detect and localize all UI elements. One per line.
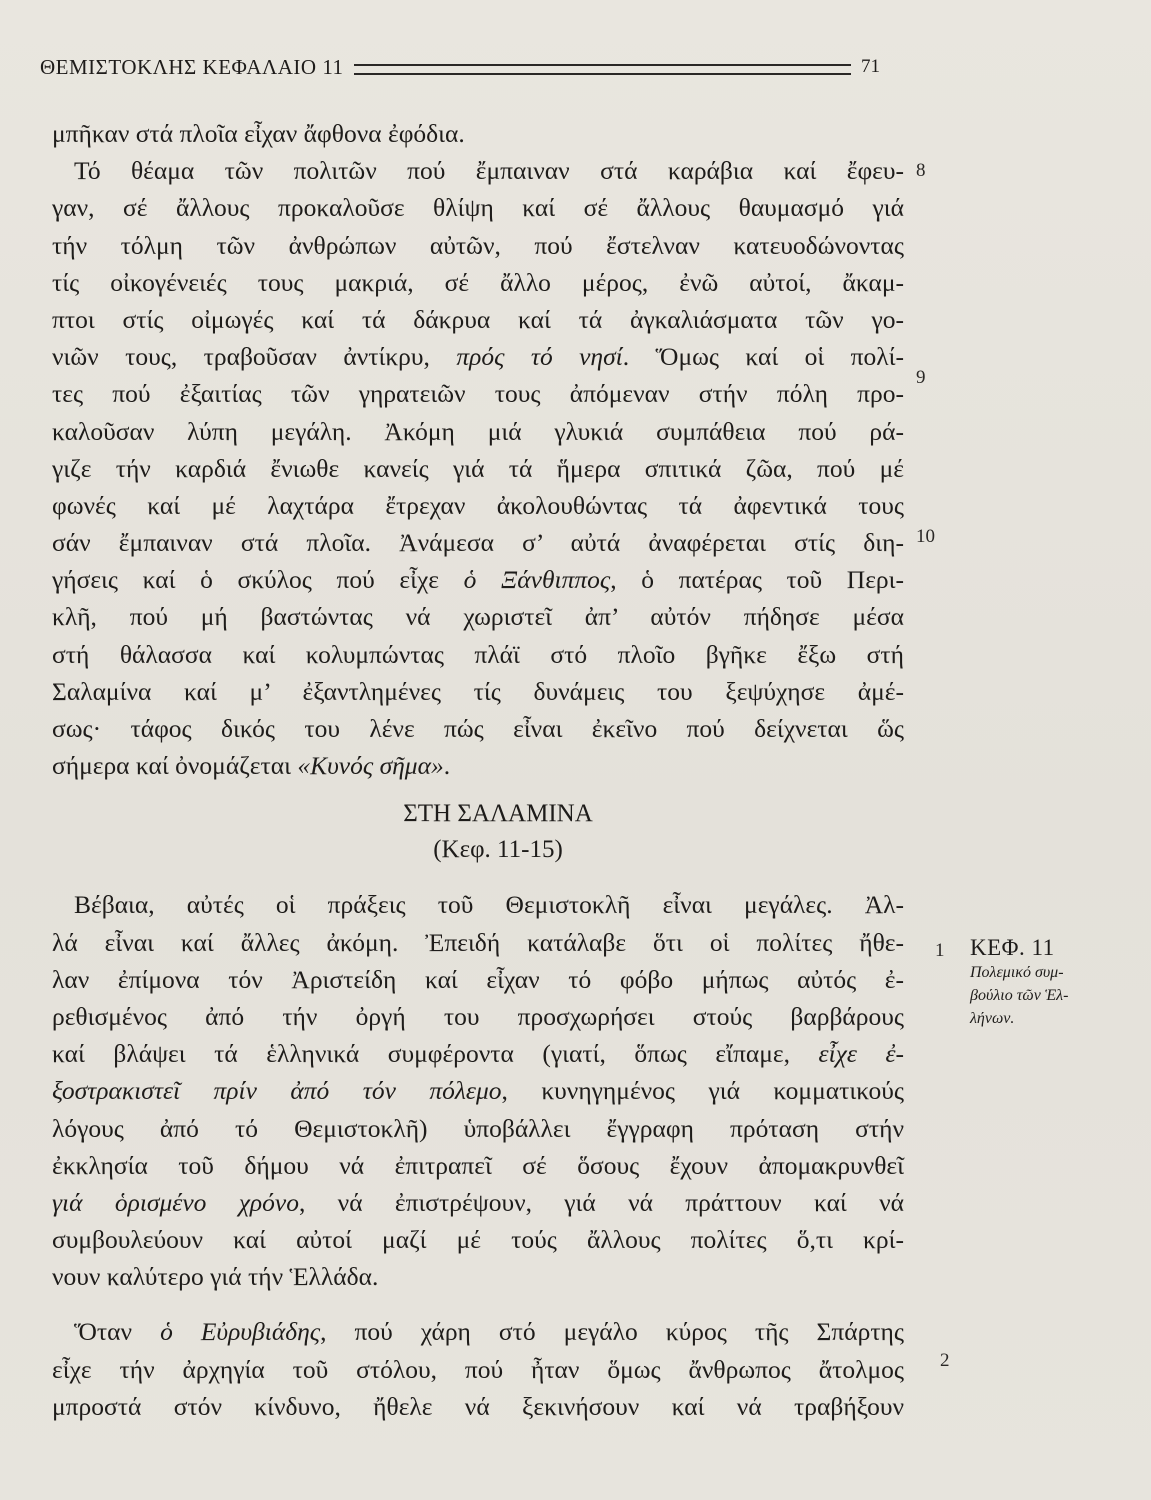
text-run: . Ὅμως καί οἱ πολί- xyxy=(622,342,904,372)
text-run: , πού χάρη στό μεγάλο κύρος τῆς Σπάρτης xyxy=(320,1317,904,1347)
spacer xyxy=(52,1295,904,1313)
text-run: γήσεις καί ὁ σκύλος πού εἶχε xyxy=(52,565,464,595)
text-line xyxy=(52,1072,904,1109)
text-line: τες πού ἐξαιτίας τῶν γηρατειῶν τους ἀπόμεναν στήν πόλη προ- xyxy=(52,379,904,409)
italic-run: πρός τό νησί xyxy=(456,342,623,372)
text-line: Βέβαια, αὐτές οἱ πράξεις τοῦ Θεμιστοκλῆ εἶναι μεγάλες. Ἀλ- xyxy=(74,890,904,920)
section-heading: ΣΤΗ ΣΑΛΑΜΙΝΑ xyxy=(403,800,593,828)
margin-section-number: 8 xyxy=(916,160,926,181)
italic-run: ὁ Ξάνθιππος xyxy=(463,565,611,595)
text-line: τίς οἰκογένειές τους μακριά, σέ ἄλλο μέρος, ἐνῶ αὐτοί, ἄκαμ- xyxy=(52,267,904,297)
text-run: . xyxy=(443,751,451,781)
text-line: καλοῦσαν λύπη μεγάλη. Ἀκόμη μιά γλυκιά συμπάθεια πού ρά- xyxy=(52,416,904,446)
spacer xyxy=(52,784,904,796)
text-line: νουν καλύτερο γιά τήν Ἑλλάδα. xyxy=(52,1262,379,1292)
text-line xyxy=(52,1035,904,1072)
text-line xyxy=(52,747,904,784)
italic-run: ξοστρακιστεῖ πρίν ἀπό τόν πόλεμο xyxy=(52,1076,502,1106)
running-title: ΘΕΜΙΣΤΟΚΛΗΣ ΚΕΦΑΛΑΙΟ 11 xyxy=(40,54,344,79)
margin-section-number: 2 xyxy=(940,1350,950,1371)
text-line: συμβουλεύουν καί αὐτοί μαζί μέ τούς ἄλλους πολίτες ὅ,τι κρί- xyxy=(52,1225,904,1255)
body-text xyxy=(52,115,904,1425)
text-line: λαν ἐπίμονα τόν Ἀριστείδη καί εἶχαν τό φόβο μήπως αὐτός ἐ- xyxy=(52,964,904,994)
running-header xyxy=(40,50,880,84)
section-subheading: (Κεφ. 11-15) xyxy=(433,836,563,864)
text-line: στή θάλασσα καί κολυμπώντας πλάϊ στό πλοῖο βγῆκε ἔξω στή xyxy=(52,639,904,669)
text-line: Τό θέαμα τῶν πολιτῶν πού ἔμπαιναν στά καράβια καί ἔφευ- xyxy=(74,156,904,186)
text-run: , ὁ πατέρας τοῦ Περι- xyxy=(610,565,905,595)
italic-run: εἶχε ἐ- xyxy=(818,1039,904,1069)
text-line: φωνές καί μέ λαχτάρα ἔτρεχαν ἀκολουθώντας τά ἀφεντικά τους xyxy=(52,490,904,520)
margin-note-text: βούλιο τῶν Ἑλ- xyxy=(970,987,1069,1004)
text-line: ἐκκλησία τοῦ δήμου νά ἐπιτραπεῖ σέ ὅσους ἔχουν ἀπομακρυνθεῖ xyxy=(52,1150,904,1180)
italic-run: «Κυνός σῆμα» xyxy=(297,751,444,781)
text-run: , νά ἐπιστρέψουν, γιά νά πράττουν καί νά xyxy=(298,1187,904,1217)
text-line: γαν, σέ ἄλλους προκαλοῦσε θλίψη καί σέ ἄλλους θαυμασμό γιά xyxy=(52,193,904,223)
text-line: λόγους ἀπό τό Θεμιστοκλῆ) ὑποβάλλει ἔγγραφη πρόταση στήν xyxy=(52,1113,904,1143)
text-line: εἶχε τήν ἀρχηγία τοῦ στόλου, πού ἦταν ὅμως ἄνθρωπος ἄτολμος xyxy=(52,1354,904,1384)
text-line: γιζε τήν καρδιά ἔνιωθε κανείς γιά τά ἥμερα σπιτικά ζῶα, πού μέ xyxy=(52,453,904,483)
margin-note-heading: ΚΕΦ. 11 xyxy=(970,935,1055,960)
text-line: μπῆκαν στά πλοῖα εἶχαν ἄφθονα ἐφόδια. xyxy=(52,119,465,148)
text-line: ρεθισμένος ἀπό τήν ὀργή του προσχωρήσει στούς βαρβάρους xyxy=(52,1001,904,1031)
text-line: σως· τάφος δικός του λένε πώς εἶναι ἐκεῖνο πού δείχνεται ὥς xyxy=(52,714,904,743)
text-line: σάν ἔμπαιναν στά πλοῖα. Ἀνάμεσα σ’ αὐτά ἀναφέρεται στίς διη- xyxy=(52,528,904,558)
text-line: πτοι στίς οἰμωγές καί τά δάκρυα καί τά ἀγκαλιάσματα τῶν γο- xyxy=(52,304,904,334)
spacer xyxy=(52,868,904,886)
italic-run: ὁ Εὐρυβιάδης xyxy=(160,1317,321,1347)
text-line: Σαλαμίνα καί μ’ ἐξαντλημένες τίς δυνάμεις του ξεψύχησε ἀμέ- xyxy=(52,676,904,706)
text-line xyxy=(52,561,904,598)
margin-section-number: 1 xyxy=(935,940,945,961)
margin-note xyxy=(970,935,1120,1030)
margin-note-text: λήνων. xyxy=(970,1010,1015,1027)
text-line xyxy=(52,338,904,375)
margin-note-text: Πολεμικό συμ- xyxy=(970,964,1064,981)
text-run: νιῶν τους, τραβοῦσαν ἀντίκρυ, xyxy=(52,342,457,372)
header-double-rule xyxy=(354,64,851,75)
text-line: κλῆ, πού μή βαστώντας νά χωριστεῖ ἀπ’ αὐτόν πήδησε μέσα xyxy=(52,602,904,632)
page-number: 71 xyxy=(861,56,880,77)
text-run: καί βλάψει τά ἑλληνικά συμφέροντα (γιατί, ὅπως εἴπαμε, xyxy=(52,1039,819,1069)
text-line xyxy=(52,1184,904,1221)
text-run: σήμερα καί ὀνομάζεται xyxy=(52,751,298,781)
text-line xyxy=(52,1313,904,1350)
text-line: τήν τόλμη τῶν ἀνθρώπων αὐτῶν, πού ἔστελναν κατευοδώνοντας xyxy=(52,230,904,260)
text-line: μπροστά στόν κίνδυνο, ἤθελε νά ξεκινήσουν καί νά τραβήξουν xyxy=(52,1391,904,1421)
margin-section-number: 10 xyxy=(916,526,935,547)
text-run: Ὅταν xyxy=(74,1317,161,1347)
text-run: , κυνηγημένος γιά κομματικούς xyxy=(501,1076,904,1106)
margin-section-number: 9 xyxy=(916,367,926,388)
text-line: λά εἶναι καί ἄλλες ἀκόμη. Ἐπειδή κατάλαβε ὅτι οἱ πολίτες ἤθε- xyxy=(52,927,904,957)
italic-run: γιά ὁρισμένο χρόνο xyxy=(52,1187,299,1217)
